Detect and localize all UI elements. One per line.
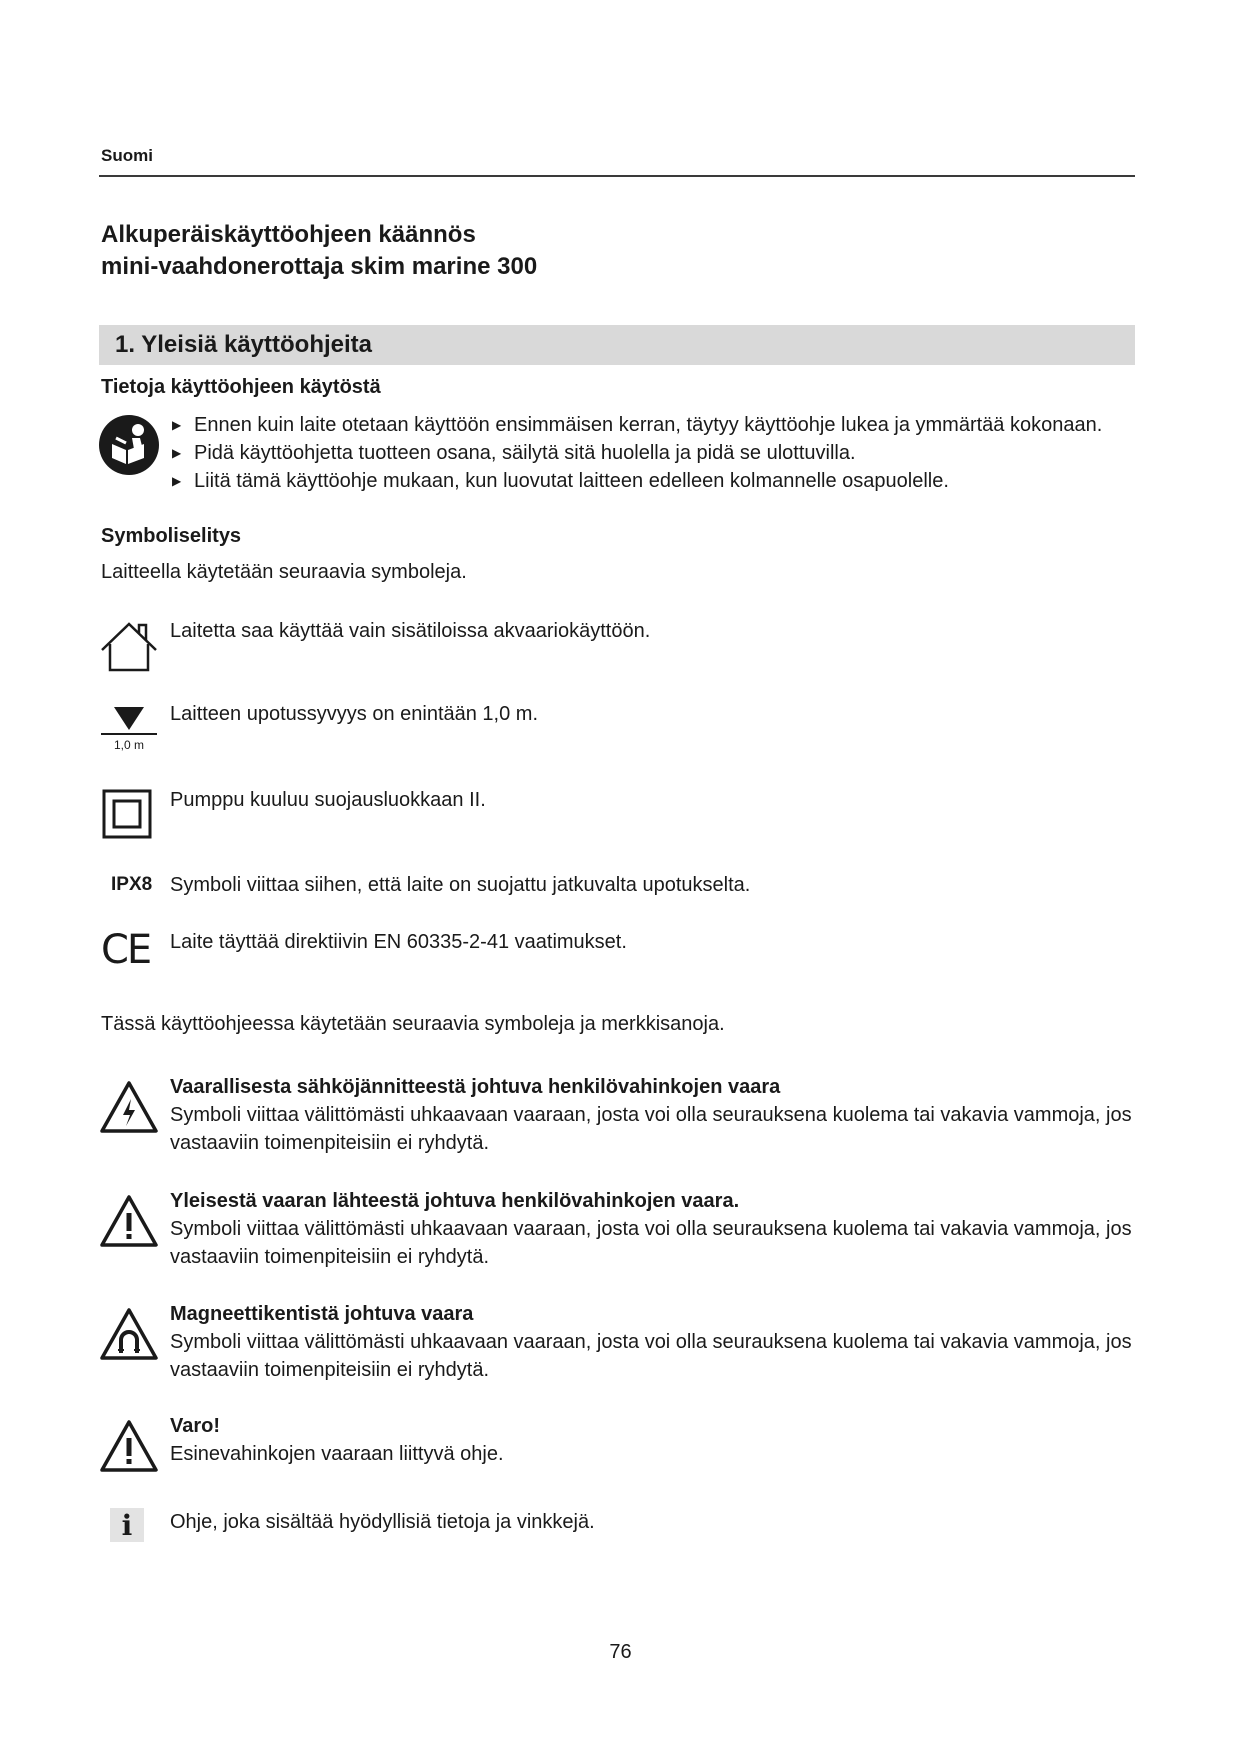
svg-text:1,0 m: 1,0 m: [113, 738, 145, 752]
info-text: Ohje, joka sisältää hyödyllisiä tietoja ja vinkkejä.: [170, 1511, 595, 1533]
symbol-text: Laitetta saa käyttää vain sisätiloissa akvaariokäyttöön.: [170, 620, 651, 642]
bullet-arrow-icon: ▶: [172, 446, 182, 460]
section-heading: [115, 331, 372, 359]
warning-title: Magneettikentistä johtuva vaara: [170, 1303, 474, 1325]
warning-description: vastaaviin toimenpiteisiin ei ryhdytä.: [170, 1132, 490, 1154]
warning-description: Symboli viittaa välittömästi uhkaavaan vaaraan, josta voi olla seurauksena kuolema tai vakavia vammoja, jos: [170, 1104, 1132, 1126]
language-label: Suomi: [101, 146, 153, 165]
symbol-row: [99, 871, 1139, 931]
warning-description: vastaaviin toimenpiteisiin ei ryhdytä.: [170, 1359, 490, 1381]
document-title: [101, 219, 537, 283]
warning-row: [99, 1187, 1139, 1277]
info-row: [99, 1508, 1139, 1548]
section-number: 1.: [115, 331, 136, 358]
symbol-text: Symboli viittaa siihen, että laite on suojattu jatkuvalta upotukselta.: [170, 874, 751, 896]
ce-mark-icon: CE: [101, 927, 151, 973]
usage-bullet-list: [172, 411, 1102, 495]
warning-title: Yleisestä vaaran lähteestä johtuva henkilövahinkojen vaara.: [170, 1190, 740, 1212]
section-title: Yleisiä käyttöohjeita: [141, 331, 373, 358]
bullet-arrow-icon: ▶: [172, 418, 182, 432]
warning-title: Varo!: [170, 1415, 221, 1437]
page-number: 76: [609, 1641, 632, 1663]
magnetic-field-hazard-icon: [99, 1306, 159, 1366]
symbols-heading: Symboliselitys: [101, 525, 242, 547]
warning-text: [170, 1300, 1132, 1384]
list-item: ▶ Liitä tämä käyttöohje mukaan, kun luovutat laitteen edelleen kolmannelle osapuolelle.: [172, 467, 1102, 495]
ipx8-icon: IPX8: [111, 874, 153, 895]
warning-description: Symboli viittaa välittömästi uhkaavaan vaaraan, josta voi olla seurauksena kuolema tai vakavia vammoja, jos: [170, 1218, 1132, 1240]
symbol-row: [99, 786, 1139, 846]
bullet-arrow-icon: ▶: [172, 474, 182, 488]
indoor-house-icon: [99, 617, 159, 677]
read-manual-icon: [98, 414, 160, 476]
warning-row: [99, 1073, 1139, 1163]
list-item: ▶ Pidä käyttöohjetta tuotteen osana, säilytä sitä huolella ja pidä se ulottuvilla.: [172, 439, 1102, 467]
list-item: ▶ Ennen kuin laite otetaan käyttöön ensimmäisen kerran, täytyy käyttöohje lukea ja ymmärtää kokonaan.: [172, 411, 1102, 439]
general-hazard-icon: [99, 1193, 159, 1253]
immersion-depth-icon: [99, 700, 159, 760]
info-icon: i: [110, 1508, 144, 1542]
protection-class-ii-icon: [99, 786, 159, 846]
usage-heading: Tietoja käyttöohjeen käytöstä: [101, 376, 381, 398]
warning-title: Vaarallisesta sähköjännitteestä johtuva henkilövahinkojen vaara: [170, 1076, 781, 1098]
title-line-1: Alkuperäiskäyttöohjeen käännös: [101, 221, 476, 248]
title-line-2: mini-vaahdonerottaja skim marine 300: [101, 253, 538, 280]
warning-row: [99, 1300, 1139, 1390]
warning-text: [170, 1412, 504, 1468]
symbols-intro: Laitteella käytetään seuraavia symboleja.: [101, 561, 467, 583]
warning-description: vastaaviin toimenpiteisiin ei ryhdytä.: [170, 1246, 490, 1268]
warning-text: [170, 1073, 1132, 1157]
symbol-text: Laite täyttää direktiivin EN 60335-2-41 vaatimukset.: [170, 931, 627, 953]
symbol-row: [99, 700, 1139, 760]
warning-row: [99, 1412, 1139, 1476]
warning-description: Symboli viittaa välittömästi uhkaavaan vaaraan, josta voi olla seurauksena kuolema tai vakavia vammoja, jos: [170, 1331, 1132, 1353]
warning-description: Esinevahinkojen vaaraan liittyvä ohje.: [170, 1443, 504, 1465]
header-rule: [99, 175, 1135, 177]
symbol-text: Laitteen upotussyvyys on enintään 1,0 m.: [170, 703, 539, 725]
symbol-text: Pumppu kuuluu suojausluokkaan II.: [170, 789, 486, 811]
warning-text: [170, 1187, 1132, 1271]
electric-hazard-icon: [99, 1079, 159, 1139]
symbol-row: [99, 928, 1139, 988]
caution-icon: [99, 1418, 159, 1478]
symbol-row: [99, 617, 1139, 677]
warnings-intro: Tässä käyttöohjeessa käytetään seuraavia symboleja ja merkkisanoja.: [101, 1013, 725, 1035]
